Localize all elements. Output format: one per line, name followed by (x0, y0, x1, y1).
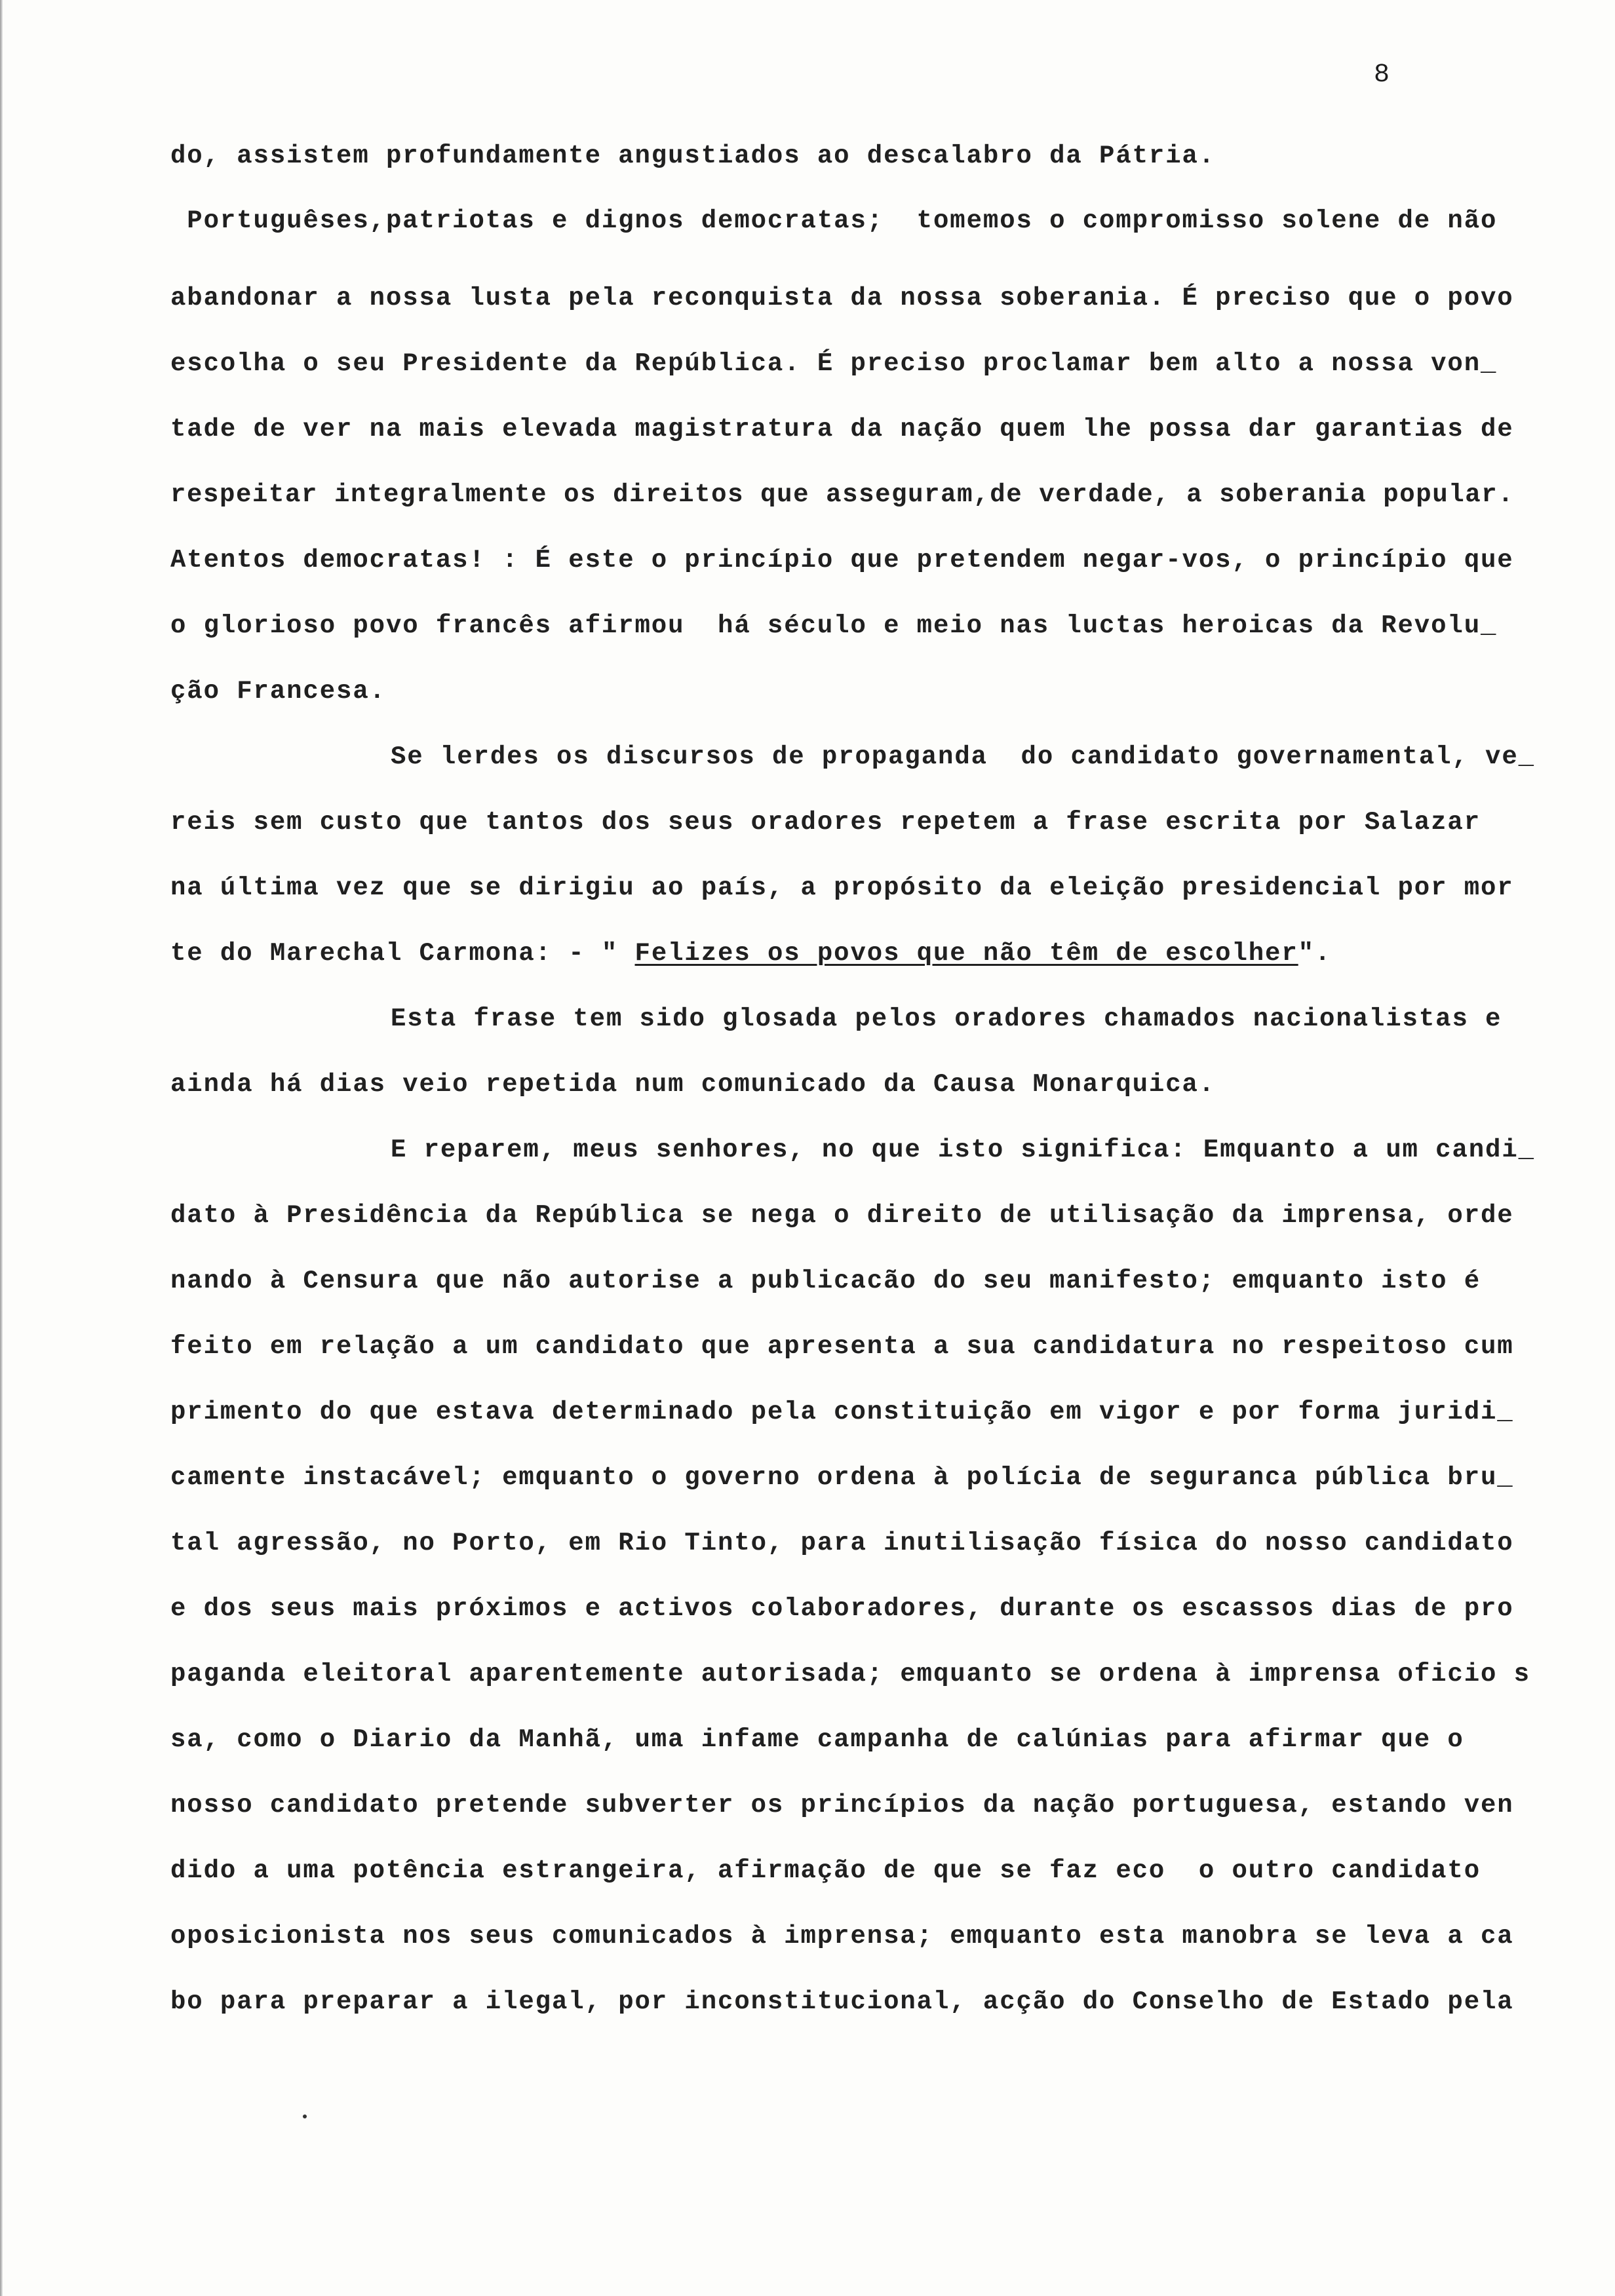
ink-speck (303, 2114, 307, 2118)
text-line: feito em relação a um candidato que apresenta a sua candidatura no respeitoso cum (170, 1332, 1514, 1361)
text-line: ainda há dias veio repetida num comunicado da Causa Monarquica. (170, 1070, 1216, 1099)
text-line: primento do que estava determinado pela constituição em vigor e por forma juridi_ (170, 1398, 1514, 1426)
text-line: na última vez que se dirigiu ao país, a propósito da eleição presidencial por mor (170, 873, 1514, 902)
quote-line (170, 937, 1331, 970)
paragraph-first-line: E reparem, meus senhores, no que isto significa: Emquanto a um candi_ (391, 1136, 1535, 1164)
paragraph-first-line: Se lerdes os discursos de propaganda do candidato governamental, ve_ (391, 742, 1535, 771)
text-line: tal agressão, no Porto, em Rio Tinto, para inutilisação física do nosso candidato (170, 1529, 1514, 1558)
text-line: dido a uma potência estrangeira, afirmação de que se faz eco o outro candidato (170, 1856, 1481, 1885)
text-line: abandonar a nossa lusta pela reconquista da nossa soberania. É preciso que o povo (170, 284, 1514, 313)
quote-prefix: te do Marechal Carmona: - " (170, 939, 635, 968)
quote-suffix: ". (1298, 939, 1332, 968)
text-line: tade de ver na mais elevada magistratura da nação quem lhe possa dar garantias de (170, 415, 1514, 444)
text-line: oposicionista nos seus comunicados à imprensa; emquanto esta manobra se leva a ca (170, 1922, 1514, 1951)
text-line: respeitar integralmente os direitos que asseguram,de verdade, a soberania popular. (170, 480, 1515, 509)
page-number: 8 (1374, 60, 1391, 90)
scan-edge (0, 0, 3, 2296)
text-line: nosso candidato pretende subverter os princípios da nação portuguesa, estando ven (170, 1791, 1514, 1820)
text-line: sa, como o Diario da Manhã, uma infame campanha de calúnias para afirmar que o (170, 1725, 1464, 1754)
text-line: e dos seus mais próximos e activos colaboradores, durante os escassos dias de pro (170, 1594, 1514, 1623)
text-line: dato à Presidência da República se nega o direito de utilisação da imprensa, orde (170, 1201, 1514, 1230)
text-line: Portuguêses,patriotas e dignos democratas; tomemos o compromisso solene de não (170, 206, 1498, 235)
text-line: bo para preparar a ilegal, por inconstitucional, acção do Conselho de Estado pela (170, 1987, 1514, 2016)
paragraph-first-line: Esta frase tem sido glosada pelos oradores chamados nacionalistas e (391, 1004, 1502, 1033)
text-line: Atentos democratas! : É este o princípio que pretendem negar-vos, o princípio que (170, 546, 1514, 575)
text-line: paganda eleitoral aparentemente autorisada; emquanto se ordena à imprensa oficio s (170, 1660, 1530, 1689)
text-line: camente instacável; emquanto o governo ordena à polícia de seguranca pública bru_ (170, 1463, 1514, 1492)
underlined-quote: Felizes os povos que não têm de escolher (634, 939, 1298, 968)
text-line: nando à Censura que não autorise a publicacão do seu manifesto; emquanto isto é (170, 1267, 1481, 1295)
text-line: do, assistem profundamente angustiados ao descalabro da Pátria. (170, 142, 1216, 170)
text-line: escolha o seu Presidente da República. É preciso proclamar bem alto a nossa von_ (170, 349, 1498, 378)
text-line: reis sem custo que tantos dos seus oradores repetem a frase escrita por Salazar (170, 808, 1481, 837)
text-line: o glorioso povo francês afirmou há século e meio nas luctas heroicas da Revolu_ (170, 611, 1498, 640)
text-line: ção Francesa. (170, 677, 386, 706)
